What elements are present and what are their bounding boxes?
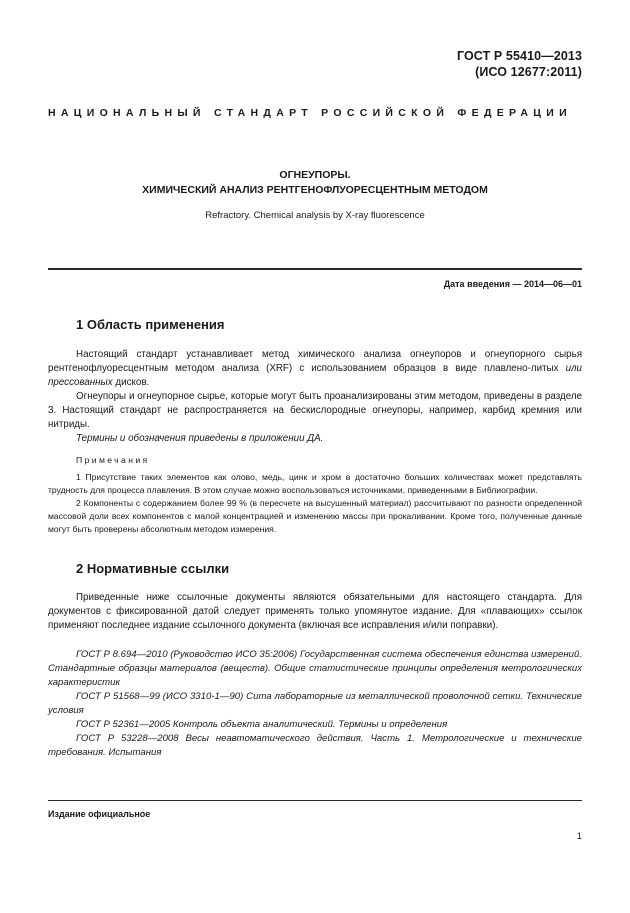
national-standard-banner: НАЦИОНАЛЬНЫЙ СТАНДАРТ РОССИЙСКОЙ ФЕДЕРАЦИИ	[48, 107, 572, 119]
standard-number: ГОСТ Р 55410—2013	[456, 49, 582, 63]
reference-item: ГОСТ Р 52361—2005 Контроль объекта аналитический. Термины и определения	[76, 719, 448, 730]
footer-divider	[48, 800, 582, 801]
document-title	[48, 168, 582, 221]
note-2: 2 Компоненты с содержанием более 99 % (в пересчете на высушенный материал) рассчитывают по разности определенной массовой доли всех компонентов с малой концентрацией и изменению массы при прокаливании. Кроме того, полученные данные могут быть проверены абсолютным методом измерения.	[48, 498, 582, 534]
paragraph-text-end: дисков.	[112, 377, 150, 388]
section-2-heading: 2 Нормативные ссылки	[76, 561, 230, 576]
standard-designation	[457, 48, 582, 80]
reference-item: ГОСТ Р 51568—99 (ИСО 3310-1—90) Сита лабораторные из металлической проволочной сетки. Технические условия	[48, 691, 582, 716]
section-1-paragraph-1	[48, 348, 582, 390]
notes-heading: Примечания	[76, 455, 150, 465]
section-1-heading: 1 Область применения	[76, 317, 225, 332]
title-divider	[48, 268, 582, 270]
section-2-body	[48, 591, 582, 633]
section-1-body	[48, 348, 582, 446]
note-1: 1 Присутствие таких элементов как олово, медь, цинк и хром в достаточно больших количествах может представлять трудность для процесса плавления. В этом случае можно воспользоваться источниками, приведенными в Библиографии.	[48, 472, 582, 495]
iso-number: (ИСО 12677:2011)	[475, 65, 582, 79]
section-1-paragraph-3: Термины и обозначения приведены в приложении ДА.	[76, 433, 324, 444]
paragraph-italic-text: или прессованных	[48, 363, 582, 388]
section-2-paragraph-1: Приведенные ниже ссылочные документы являются обязательными для настоящего стандарта. Для документов с фиксированной датой следует применять только упомянутое издание. Для «плавающих» ссылок применяют последнее издание ссылочного документа (включая все исправления и/или поправки).	[48, 592, 582, 631]
title-line-2: ХИМИЧЕСКИЙ АНАЛИЗ РЕНТГЕНОФЛУОРЕСЦЕНТНЫМ МЕТОДОМ	[142, 184, 488, 196]
notes-block	[48, 454, 582, 536]
reference-item: ГОСТ Р 8.694—2010 (Руководство ИСО 35:2006) Государственная система обеспечения единства измерений. Стандартные образцы материалов (веществ). Общие статистические принципы определения метрологических характеристик	[48, 649, 582, 688]
official-edition-label: Издание официальное	[48, 809, 151, 819]
title-line-1: ОГНЕУПОРЫ.	[279, 169, 351, 181]
normative-references-list	[48, 648, 582, 760]
section-1-paragraph-2: Огнеупоры и огнеупорное сырье, которые могут быть проанализированы этим методом, приведены в разделе 3. Настоящий стандарт не распространяется на бескислородные огнеупоры, например, карбид кремния или нитриды.	[48, 391, 582, 430]
paragraph-text: Настоящий стандарт устанавливает метод химического анализа огнеупоров и огнеупорного сырья рентгенофлуоресцентным методом анализа (XRF) с использованием образцов в виде плавлено-литых	[48, 349, 582, 374]
introduction-date: Дата введения — 2014—06—01	[443, 279, 582, 289]
page-number: 1	[576, 831, 582, 842]
title-english: Refractory. Chemical analysis by X-ray fluorescence	[205, 210, 425, 221]
reference-item: ГОСТ Р 53228—2008 Весы неавтоматического действия. Часть 1. Метрологические и технические требования. Испытания	[48, 733, 582, 758]
